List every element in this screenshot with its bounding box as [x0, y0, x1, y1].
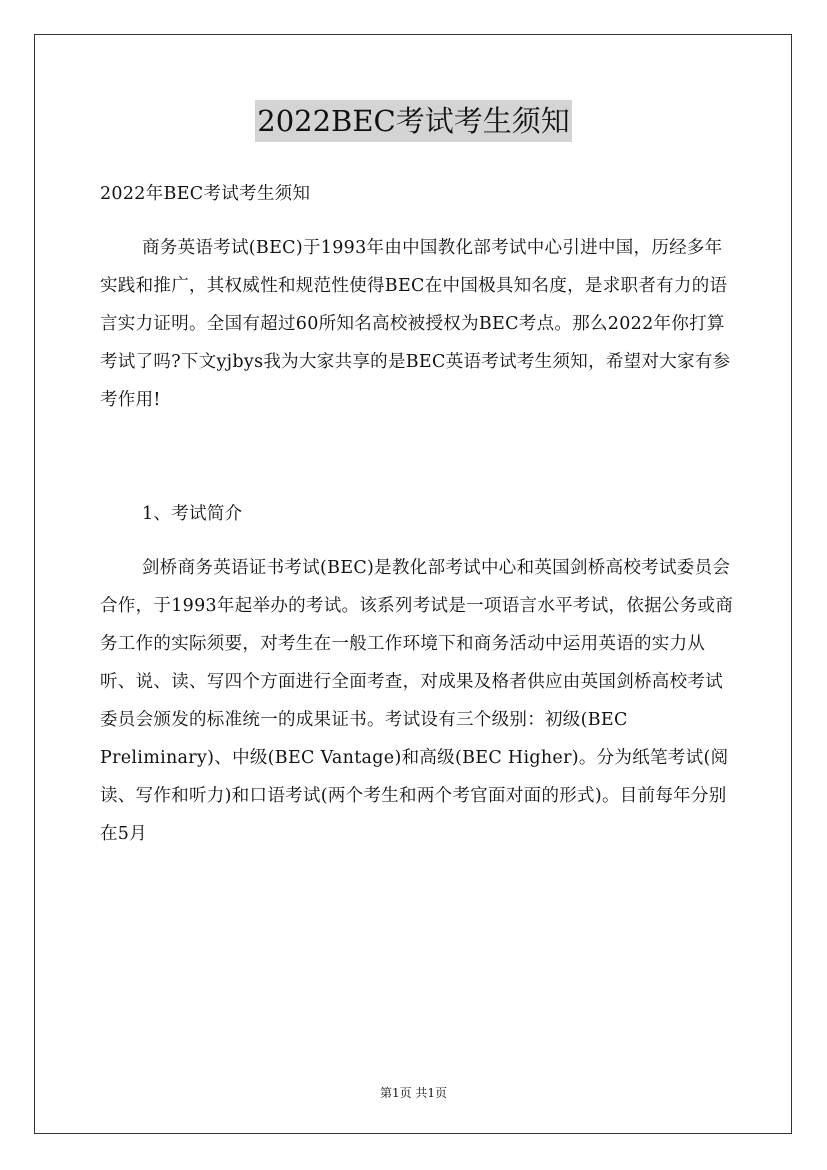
document-body — [100, 175, 740, 853]
document-title-text: 2022BEC考试考生须知 — [255, 100, 571, 142]
document-subtitle: 2022年BEC考试考生须知 — [100, 184, 311, 204]
intro-paragraph: 商务英语考试(BEC)于1993年由中国教化部考试中心引进中国，历经多年实践和推广，其权威性和规范性使得BEC在中国极具知名度，是求职者有力的语言实力证明。全国有超过60所知名高校被授权为BEC考点。那么2022年你打算考试了吗?下文yjbys我为大家共享的是BEC英语考试考生须知，希望对大家有参考作用! — [100, 238, 731, 410]
document-title — [0, 100, 827, 142]
section-paragraph: 剑桥商务英语证书考试(BEC)是教化部考试中心和英国剑桥高校考试委员会合作，于1993年起举办的考试。该系列考试是一项语言水平考试，依据公务或商务工作的实际须要，对考生在一般工作环境下和商务活动中运用英语的实力从听、说、读、写四个方面进行全面考查，对成果及格者供应由英国剑桥高校考试委员会颁发的标准统一的成果证书。考试设有三个级别：初级(BEC Preliminary)、中级(BEC Vantage)和高级(BEC Higher)。分为纸笔考试(阅读、写作和听力)和口语考试(两个考生和两个考官面对面的形式)。目前每年分别在5月 — [100, 558, 734, 844]
section-heading: 1、考试简介 — [142, 504, 243, 524]
page-number-footer: 第1页 共1页 — [379, 1086, 448, 1100]
